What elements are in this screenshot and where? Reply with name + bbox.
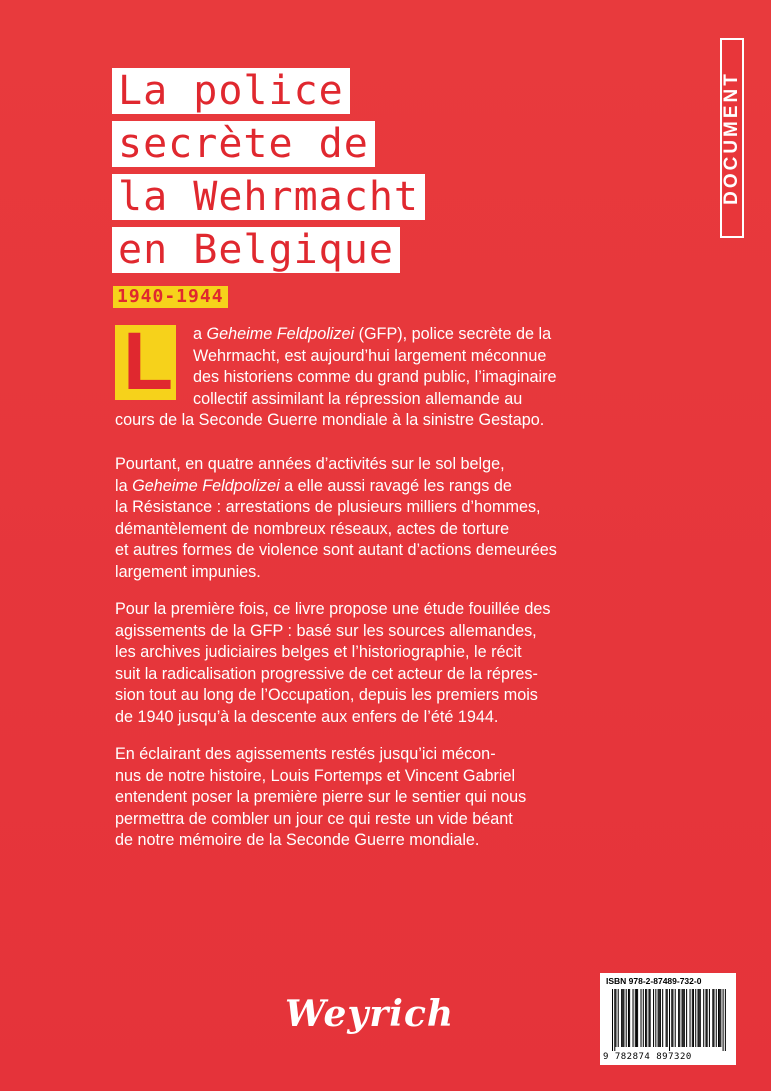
barcode-bar — [686, 989, 687, 1047]
barcode-bar — [615, 989, 616, 1047]
barcode-bar — [659, 989, 660, 1047]
barcode-bar — [618, 989, 619, 1047]
barcode-digits: 9 782874 897320 — [603, 1052, 692, 1062]
barcode-bar — [725, 989, 726, 1051]
barcode-bar — [646, 989, 647, 1047]
title-line-4: en Belgique — [112, 227, 400, 273]
barcode-bar — [645, 989, 646, 1047]
collection-label-text: DOCUMENT — [721, 71, 742, 205]
paragraph-3 — [115, 599, 635, 728]
barcode-bar — [641, 989, 642, 1047]
barcode-bar — [699, 989, 700, 1047]
collection-label — [720, 38, 744, 238]
barcode-bar — [623, 989, 624, 1047]
barcode-bar — [720, 989, 721, 1047]
barcode-bar — [682, 989, 683, 1047]
barcode-bar — [672, 989, 673, 1047]
title-line-3: la Wehrmacht — [112, 174, 425, 220]
barcode-bar — [695, 989, 696, 1047]
paragraph-line: la Résistance : arrestations de plusieurs milliers d’hommes, — [115, 498, 541, 516]
paragraph-line: largement impunies. — [115, 562, 261, 581]
paragraph-line: agissements de la GFP : basé sur les sources allemandes, — [115, 621, 537, 640]
barcode-bar — [669, 989, 670, 1051]
barcode-bar — [684, 989, 685, 1047]
italic-term: Geheime Feldpolizei — [132, 476, 280, 495]
paragraph-line: Pourtant, en quatre années d’activités sur le sol belge, — [115, 455, 505, 473]
barcode-bar — [698, 989, 699, 1047]
barcode-bar — [675, 989, 676, 1047]
paragraph-line: la Geheime Feldpolizei a elle aussi ravagé les rangs de — [115, 476, 512, 495]
drop-cap-letter: L — [123, 316, 174, 407]
paragraph-line: entendent poser la première pierre sur le sentier qui nous — [115, 788, 527, 806]
barcode-bar — [650, 989, 651, 1047]
barcode-bar — [713, 989, 714, 1047]
paragraph-line: nus de notre histoire, Louis Fortemps et Vincent Gabriel — [115, 766, 516, 785]
barcode-bar — [648, 989, 649, 1047]
paragraph-line: des historiens comme du grand public, l’imaginaire — [193, 368, 557, 386]
barcode-bar — [712, 989, 713, 1047]
barcode-bar — [705, 989, 706, 1047]
paragraph-line: Pour la première fois, ce livre propose une étude fouillée des — [115, 600, 551, 618]
barcode-bar — [679, 989, 680, 1047]
barcode-bar — [692, 989, 693, 1047]
barcode-bar — [690, 989, 691, 1047]
paragraph-line: En éclairant des agissements restés jusqu’ici mécon- — [115, 745, 496, 763]
barcode-bar — [703, 989, 704, 1047]
barcode-bar — [643, 989, 644, 1047]
barcode-bar — [614, 989, 615, 1051]
barcode-bar — [637, 989, 638, 1047]
italic-term: Geheime Feldpolizei — [206, 325, 355, 343]
paragraph-line: a Geheime Feldpolizei (GFP), police secrète de la — [193, 325, 552, 343]
paragraph-2 — [115, 454, 635, 583]
barcode-bar — [660, 989, 661, 1047]
isbn-number: ISBN 978-2-87489-732-0 — [606, 976, 702, 986]
barcode-bar — [700, 989, 701, 1047]
paragraph-line: suit la radicalisation progressive de cet acteur de la répres- — [115, 664, 538, 683]
barcode-bar — [658, 989, 659, 1047]
barcode-bar — [662, 989, 663, 1047]
barcode-bar — [707, 989, 708, 1047]
paragraph-1 — [115, 324, 635, 432]
barcode-bar — [628, 989, 629, 1047]
barcode-bar — [621, 989, 622, 1047]
barcode-bar — [629, 989, 630, 1047]
barcode-bar — [653, 989, 654, 1047]
barcode-bar — [635, 989, 636, 1047]
barcode-bar — [667, 989, 668, 1047]
barcode-bar — [709, 989, 710, 1047]
barcode-bar — [622, 989, 623, 1047]
isbn-barcode — [600, 973, 736, 1065]
publisher-logo: Weyrich — [285, 993, 455, 1035]
barcode-bar — [678, 989, 679, 1047]
barcode-bar — [723, 989, 724, 1051]
barcode-bar — [655, 989, 656, 1047]
paragraph-line: les archives judiciaires belges et l’historiographie, le récit — [115, 643, 522, 661]
paragraph-line: cours de la Seconde Guerre mondiale à la sinistre Gestapo. — [115, 411, 545, 429]
barcode-bar — [636, 989, 637, 1047]
barcode-bar — [693, 989, 694, 1047]
barcode-bar — [683, 989, 684, 1047]
barcode-bar — [718, 989, 719, 1047]
barcode-bar — [671, 989, 672, 1047]
date-range-badge: 1940-1944 — [113, 286, 228, 308]
paragraph-line: et autres formes de violence sont autant d’actions demeurées — [115, 541, 557, 559]
paragraph-line: sion tout au long de l’Occupation, depuis les premiers mois — [115, 686, 538, 704]
barcode-bar — [626, 989, 627, 1047]
paragraph-line: de 1940 jusqu’à la descente aux enfers de l’été 1944. — [115, 707, 499, 726]
barcode-bar — [719, 989, 720, 1047]
title-line-2: secrète de — [112, 121, 375, 167]
paragraph-4 — [115, 744, 635, 852]
paragraph-line: de notre mémoire de la Seconde Guerre mondiale. — [115, 831, 480, 849]
paragraph-line: permettra de combler un jour ce qui reste un vide béant — [115, 809, 513, 828]
barcode-bar — [612, 989, 613, 1051]
barcode-bar — [666, 989, 667, 1047]
paragraph-line: démantèlement de nombreux réseaux, actes de torture — [115, 519, 510, 538]
title-line-1: La police — [112, 68, 350, 114]
barcode-bar — [716, 989, 717, 1047]
paragraph-line: collectif assimilant la répression allemande au — [193, 389, 523, 408]
barcode-bars — [612, 989, 726, 1051]
paragraph-line: Wehrmacht, est aujourd’hui largement méconnue — [193, 346, 547, 365]
barcode-bar — [633, 989, 634, 1047]
